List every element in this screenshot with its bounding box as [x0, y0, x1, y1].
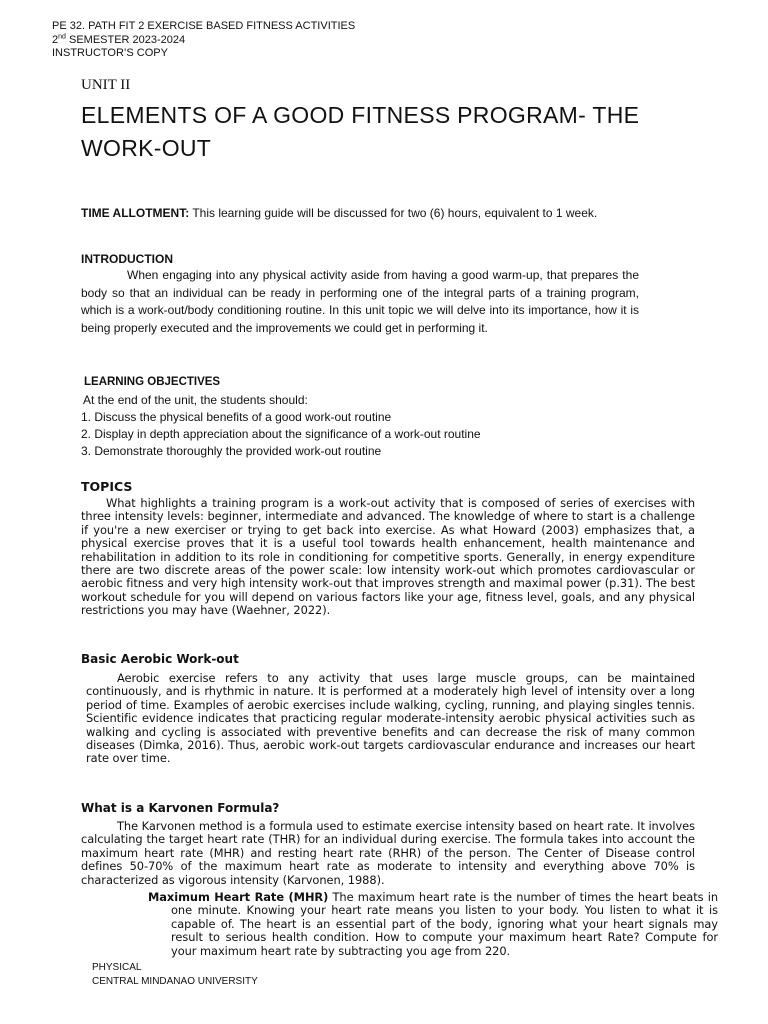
time-allotment-text: This learning guide will be discussed for two (6) hours, equivalent to 1 week. [189, 206, 598, 220]
document-header [52, 20, 355, 61]
mhr-paragraph [148, 891, 718, 958]
topics-body: What highlights a training program is a work-out activity that is composed of series of exercises with three intensity levels: beginner, intermediate and advanced. The knowledge of where to start is a challenge if you're a new exerciser or trying to get back into exercise. As what Howard (2003) emphasizes that, a physical exercise proves that it is a useful tool towards health enhancement, health maintenance and rehabilitation in addition to its role in conditioning for competitive sports. Generally, in energy expenditure there are two discrete areas of the power scale: low intensity work-out which promotes cardiovascular or aerobic fitness and very high intensity work-out that improves strength and maximal power (p.31). The best workout schedule for you will depend on various factors like your age, fitness level, goals, and any physical restrictions you may have (Waehner, 2022). [81, 496, 695, 618]
time-allotment-label: TIME ALLOTMENT: [81, 206, 190, 220]
semester-line [52, 34, 355, 48]
objective-item: 2. Display in depth appreciation about the significance of a work-out routine [81, 427, 481, 441]
aerobic-heading: Basic Aerobic Work-out [81, 652, 239, 666]
karvonen-heading: What is a Karvonen Formula? [81, 801, 280, 815]
mhr-label: Maximum Heart Rate (MHR) [148, 890, 329, 904]
objective-item: 3. Demonstrate thoroughly the provided work-out routine [81, 444, 382, 458]
introduction-body: When engaging into any physical activity aside from having a good warm-up, that prepares the body so that an individual can be ready in performing one of the integral parts of a training program, which is a work-out/body conditioning routine. In this unit topic we will delve into its importance, how it is being properly executed and the improvements we could get in performing it. [81, 268, 639, 335]
footer-university: CENTRAL MINDANAO UNIVERSITY [92, 976, 258, 987]
footer-physical: PHYSICAL [92, 962, 142, 973]
aerobic-body: Aerobic exercise refers to any activity that uses large muscle groups, can be maintained continuously, and is rhythmic in nature. It is performed at a moderately high level of intensity over a long period of time. Examples of aerobic exercises include walking, cycling, running, and playing singles tennis. Scientific evidence indicates that practicing regular moderate-intensity aerobic physical activities such as walking and cycling is associated with preventive benefits and can decrease the risk of many common diseases (Dimka, 2016). Thus, aerobic work-out targets cardiovascular endurance and increases our heart rate over time. [86, 671, 695, 766]
course-title: PE 32. PATH FIT 2 EXERCISE BASED FITNESS ACTIVITIES [52, 20, 356, 32]
semester-text: SEMESTER 2023-2024 [65, 33, 186, 46]
copy-label: INSTRUCTOR’S COPY [52, 47, 168, 59]
semester-suffix: nd [58, 32, 66, 40]
objective-item: 1. Discuss the physical benefits of a good work-out routine [81, 410, 392, 424]
page-title: ELEMENTS OF A GOOD FITNESS PROGRAM- THE WORK-OUT [81, 102, 640, 161]
objectives-lead: At the end of the unit, the students should: [83, 393, 308, 407]
unit-label: UNIT II [81, 77, 131, 93]
mhr-text: The maximum heart rate is the number of times the heart beats in one minute. Knowing your heart rate means you listen to your body. You listen to what it is capable of. The heart is an essential part of the body, ignoring what your heart signals may result to serious health condition. How to compute your maximum heart Rate? Compute for your maximum heart rate by subtracting you age from 220. [171, 890, 718, 958]
semester-number: 2 [52, 33, 59, 46]
topics-heading: TOPICS [81, 479, 133, 494]
objectives-heading: LEARNING OBJECTIVES [84, 376, 221, 388]
introduction-heading: INTRODUCTION [81, 252, 173, 266]
karvonen-body: The Karvonen method is a formula used to estimate exercise intensity based on heart rate. It involves calculating the target heart rate (THR) for an individual during exercise. The formula takes into account the maximum heart rate (MHR) and resting heart rate (RHR) of the person. The Center of Disease control defines 50-70% of the maximum heart rate as moderate to intensity and everything above 70% is characterized as vigorous intensity (Karvonen, 1988). [81, 819, 695, 887]
time-allotment [81, 206, 597, 220]
